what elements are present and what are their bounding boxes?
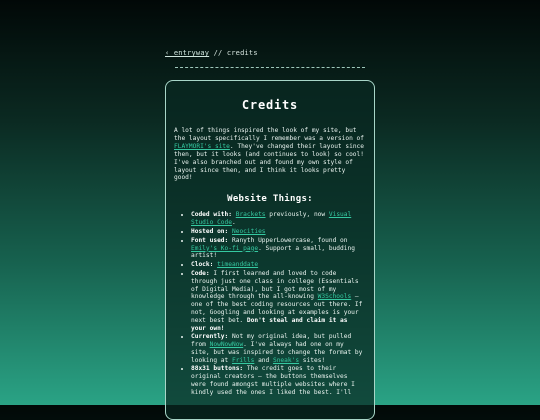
breadcrumb-separator: // — [209, 49, 227, 57]
credits-card — [165, 80, 375, 420]
list-item-code — [191, 270, 366, 332]
w3schools-link[interactable]: W3Schools — [317, 293, 352, 301]
currently-text-1: Not my original idea, but pulled from — [191, 333, 352, 349]
brackets-link[interactable]: Brackets — [235, 211, 266, 219]
entryway-link[interactable]: ‹ entryway — [165, 49, 210, 57]
hosted-label: Hosted on: — [191, 227, 229, 235]
breadcrumb-current: credits — [226, 49, 258, 57]
code-text-1: I first learned and loved to code through just one class in college (Essentials of Digital Media), but I got most of my knowledge through the all-knowing — [191, 269, 359, 301]
currently-text-3: and — [254, 356, 273, 364]
list-item-clock — [191, 261, 366, 269]
neocities-link[interactable]: Neocities — [232, 227, 266, 235]
list-item-currently — [191, 333, 366, 364]
font-text-1: Ranyth UpperLowercase, found on — [228, 236, 348, 244]
code-label: Code: — [191, 269, 210, 277]
website-things-list — [174, 211, 366, 396]
intro-text-1: A lot of things inspired the look of my site, but the layout specifically I remember was a version of — [174, 127, 364, 142]
frills-link[interactable]: Frills — [231, 356, 255, 364]
flaymori-link[interactable]: FLAYMORI's site — [174, 142, 230, 150]
list-item-coded — [191, 211, 366, 227]
coded-text: previously, now — [265, 211, 329, 219]
sneaks-link[interactable]: Sneak's — [272, 356, 300, 364]
currently-text-4: sites! — [299, 356, 326, 364]
dashed-divider — [175, 67, 365, 68]
currently-text-2: . I've always had one on my site, but was inspired to change the format by looking at — [191, 341, 363, 364]
timeanddate-link[interactable]: timeanddate — [217, 261, 259, 269]
list-item-hosted — [191, 228, 366, 236]
coded-end: . — [231, 219, 236, 227]
list-item-font — [191, 237, 366, 260]
clock-label: Clock: — [191, 261, 214, 269]
buttons-label: 88x31 buttons: — [191, 365, 244, 373]
page-title: Credits — [241, 98, 299, 112]
font-label: Font used: — [191, 236, 229, 244]
font-text-2: . Support a small, budding artist! — [191, 244, 355, 260]
breadcrumb — [165, 49, 258, 57]
list-item-buttons — [191, 365, 366, 396]
nownownow-link[interactable]: NowNowNow — [209, 341, 244, 349]
intro-paragraph — [174, 127, 366, 182]
section-title: Website Things: — [227, 194, 313, 205]
vscode-link[interactable]: Visual Studio Code — [191, 211, 352, 227]
coded-label: Coded with: — [191, 211, 232, 219]
code-text-2: — one of the best coding resources out there. If not, Googling and looking at examples is your next best bet. — [191, 293, 363, 324]
buttons-text-1: The credit goes to their original creators — the buttons themselves were found amongst multiple websites where I kindly used the ones I liked the best. I'll — [191, 365, 355, 396]
code-bold-note: Don't steal and claim it as your own! — [191, 316, 348, 332]
intro-text-2: . They've changed their layout since then, but it looks (and continues to look) so cool! I've also branched out and found my own style of layout since then, and I think it looks pretty good! — [174, 142, 364, 182]
emily-kofi-link[interactable]: Emily's Ko-fi page — [191, 244, 259, 252]
currently-label: Currently: — [191, 333, 229, 341]
